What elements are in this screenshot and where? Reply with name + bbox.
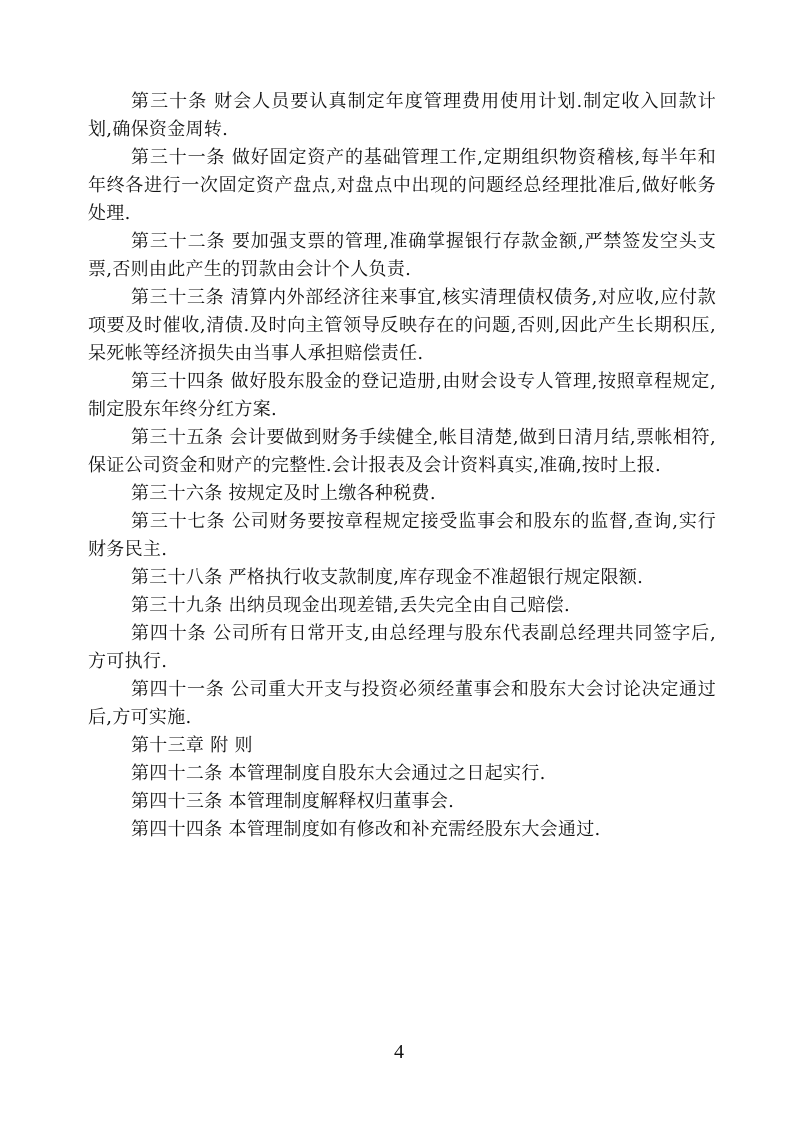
page-number: 4 [394,1041,404,1063]
article-34: 第三十四条 做好股东股金的登记造册,由财会设专人管理,按照章程规定,制定股东年终分红方案. [88,371,716,420]
article-44: 第四十四条 本管理制度如有修改和补充需经股东大会通过. [131,819,601,840]
article-41: 第四十一条 公司重大开支与投资必须经董事会和股东大会讨论决定通过后,方可实施. [88,679,716,728]
article-31: 第三十一条 做好固定资产的基础管理工作,定期组织物资稽核,每半年和年终各进行一次固定资产盘点,对盘点中出现的问题经总经理批准后,做好帐务处理. [88,147,716,224]
article-40: 第四十条 公司所有日常开支,由总经理与股东代表副总经理共同签字后,方可执行. [88,623,716,672]
body-text [88,88,716,844]
article-30: 第三十条 财会人员要认真制定年度管理费用使用计划.制定收入回款计划,确保资金周转. [88,91,716,140]
article-35: 第三十五条 会计要做到财务手续健全,帐目清楚,做到日清月结,票帐相符,保证公司资金和财产的完整性.会计报表及会计资料真实,准确,按时上报. [88,427,716,476]
article-43: 第四十三条 本管理制度解释权归董事会. [131,791,455,812]
article-42: 第四十二条 本管理制度自股东大会通过之日起实行. [131,763,546,784]
article-39: 第三十九条 出纳员现金出现差错,丢失完全由自己赔偿. [131,595,570,616]
article-38: 第三十八条 严格执行收支款制度,库存现金不准超银行规定限额. [131,567,644,588]
chapter-13-heading: 第十三章 附 则 [131,735,253,756]
article-32: 第三十二条 要加强支票的管理,准确掌握银行存款金额,严禁签发空头支票,否则由此产生的罚款由会计个人负责. [88,231,716,280]
article-33: 第三十三条 清算内外部经济往来事宜,核实清理债权债务,对应收,应付款项要及时催收,清债.及时向主管领导反映存在的问题,否则,因此产生长期积压,呆死帐等经济损失由当事人承担赔偿责任. [88,287,716,364]
article-36: 第三十六条 按规定及时上缴各种税费. [131,483,436,504]
article-37: 第三十七条 公司财务要按章程规定接受监事会和股东的监督,查询,实行财务民主. [88,511,716,560]
